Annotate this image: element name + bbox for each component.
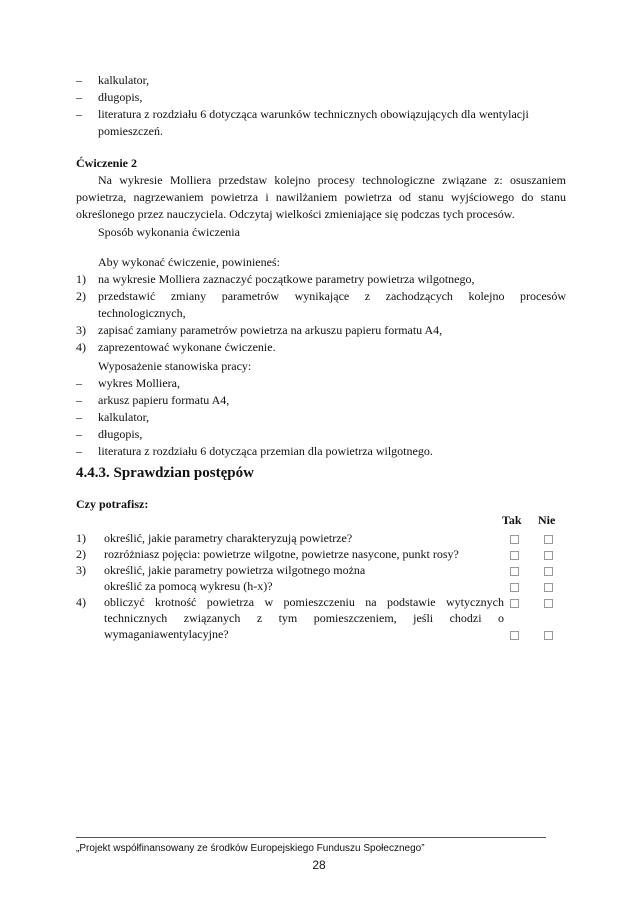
question-list: [76, 530, 566, 642]
list-dash: –: [76, 107, 82, 121]
list-item-text: kalkulator,: [98, 73, 150, 87]
list-item-text: długopis,: [98, 427, 143, 441]
list-item-text: literatura z rozdziału 6 dotycząca warunków technicznych obowiązujących dla wentylacji pomieszczeń.: [98, 107, 529, 138]
equipment-list: [76, 375, 566, 460]
list-item: [76, 443, 566, 460]
list-item: [76, 426, 566, 443]
step-number: 1): [76, 272, 86, 286]
nie-checkbox-q1[interactable]: [544, 535, 553, 544]
nie-checkbox-q3[interactable]: [544, 567, 553, 576]
question-number: 3): [76, 563, 86, 577]
question-text: obliczyć krotność powietrza w pomieszczeniu na podstawie wytycznych technicznych związanych z tym pomieszczeniem, jeśli chodzi o wymaganiawentylacyjne?: [104, 595, 504, 641]
question-row: [76, 546, 566, 562]
list-dash: –: [76, 393, 82, 407]
question-row: [76, 530, 566, 546]
nie-checkbox-q2[interactable]: [544, 551, 553, 560]
tak-checkbox-q4b[interactable]: [510, 631, 519, 640]
top-list: [76, 72, 566, 140]
list-item-text: długopis,: [98, 90, 143, 104]
tak-checkbox-q1[interactable]: [510, 535, 519, 544]
column-header-tak: Tak: [502, 513, 522, 527]
list-dash: –: [76, 427, 82, 441]
step-number: 2): [76, 289, 86, 303]
nie-checkbox-q4b[interactable]: [544, 631, 553, 640]
tak-checkbox-q2[interactable]: [510, 551, 519, 560]
steps-intro: Aby wykonać ćwiczenie, powinieneś:: [98, 255, 280, 269]
list-dash: –: [76, 444, 82, 458]
step-text: przedstawić zmiany parametrów wynikające z zachodzących kolejno procesów technologicznych,: [98, 289, 566, 320]
question-text: rozróżniasz pojęcia: powietrze wilgotne, powietrze nasycone, punkt rosy?: [104, 547, 459, 561]
list-item-text: literatura z rozdziału 6 dotycząca przemian dla powietrza wilgotnego.: [98, 444, 433, 458]
list-item: [76, 339, 566, 356]
question-number: 4): [76, 595, 86, 609]
list-item: [76, 72, 566, 89]
step-text: zaprezentować wykonane ćwiczenie.: [98, 340, 276, 354]
list-dash: –: [76, 73, 82, 87]
exercise-body: Na wykresie Molliera przedstaw kolejno procesy technologiczne związane z: osuszaniem powietrza, nagrzewaniem powietrza i nawilżaniem powietrza od stanu wyjściowego do stanu określonego przez nauczyciela. Odczytaj wielkości zmieniające się podczas tych procesów.: [76, 173, 566, 221]
list-item-text: arkusz papieru formatu A4,: [98, 393, 230, 407]
list-dash: –: [76, 90, 82, 104]
list-item: [76, 106, 566, 140]
question-text: określić, jakie parametry powietrza wilgotnego można określić za pomocą wykresu (h-x)?: [104, 563, 366, 593]
list-dash: –: [76, 410, 82, 424]
exercise-title: Ćwiczenie 2: [76, 156, 137, 170]
step-text: na wykresie Molliera zaznaczyć początkowe parametry powietrza wilgotnego,: [98, 272, 475, 286]
list-item: [76, 375, 566, 392]
list-item: [76, 89, 566, 106]
step-text: zapisać zamiany parametrów powietrza na arkuszu papieru formatu A4,: [98, 323, 443, 337]
list-item: [76, 409, 566, 426]
list-item: [76, 392, 566, 409]
question-row: [76, 562, 566, 594]
footer-text: „Projekt współfinansowany ze środków Europejskiego Funduszu Społecznego”: [76, 843, 425, 854]
step-number: 3): [76, 323, 86, 337]
steps-list: [76, 271, 566, 356]
question-number: 1): [76, 531, 86, 545]
nie-checkbox-q4[interactable]: [544, 599, 553, 608]
question-row: [76, 594, 566, 642]
list-item: [76, 271, 566, 288]
list-item-text: wykres Molliera,: [98, 376, 180, 390]
column-header-nie: Nie: [538, 513, 556, 527]
page-number: 28: [312, 858, 326, 872]
tak-checkbox-q3[interactable]: [510, 567, 519, 576]
footer-divider: [76, 837, 546, 838]
section-heading: 4.4.3. Sprawdzian postępów: [76, 465, 254, 481]
step-number: 4): [76, 340, 86, 354]
tak-checkbox-q4[interactable]: [510, 599, 519, 608]
question-title: Czy potrafisz:: [76, 497, 149, 511]
tak-checkbox-q3b[interactable]: [510, 583, 519, 592]
list-dash: –: [76, 376, 82, 390]
list-item-text: kalkulator,: [98, 410, 150, 424]
equipment-title: Wyposażenie stanowiska pracy:: [98, 359, 252, 373]
method-title: Sposób wykonania ćwiczenia: [98, 225, 240, 239]
nie-checkbox-q3b[interactable]: [544, 583, 553, 592]
question-text: określić, jakie parametry charakteryzują powietrze?: [104, 531, 353, 545]
list-item: [76, 322, 566, 339]
list-item: [76, 288, 566, 322]
question-number: 2): [76, 547, 86, 561]
